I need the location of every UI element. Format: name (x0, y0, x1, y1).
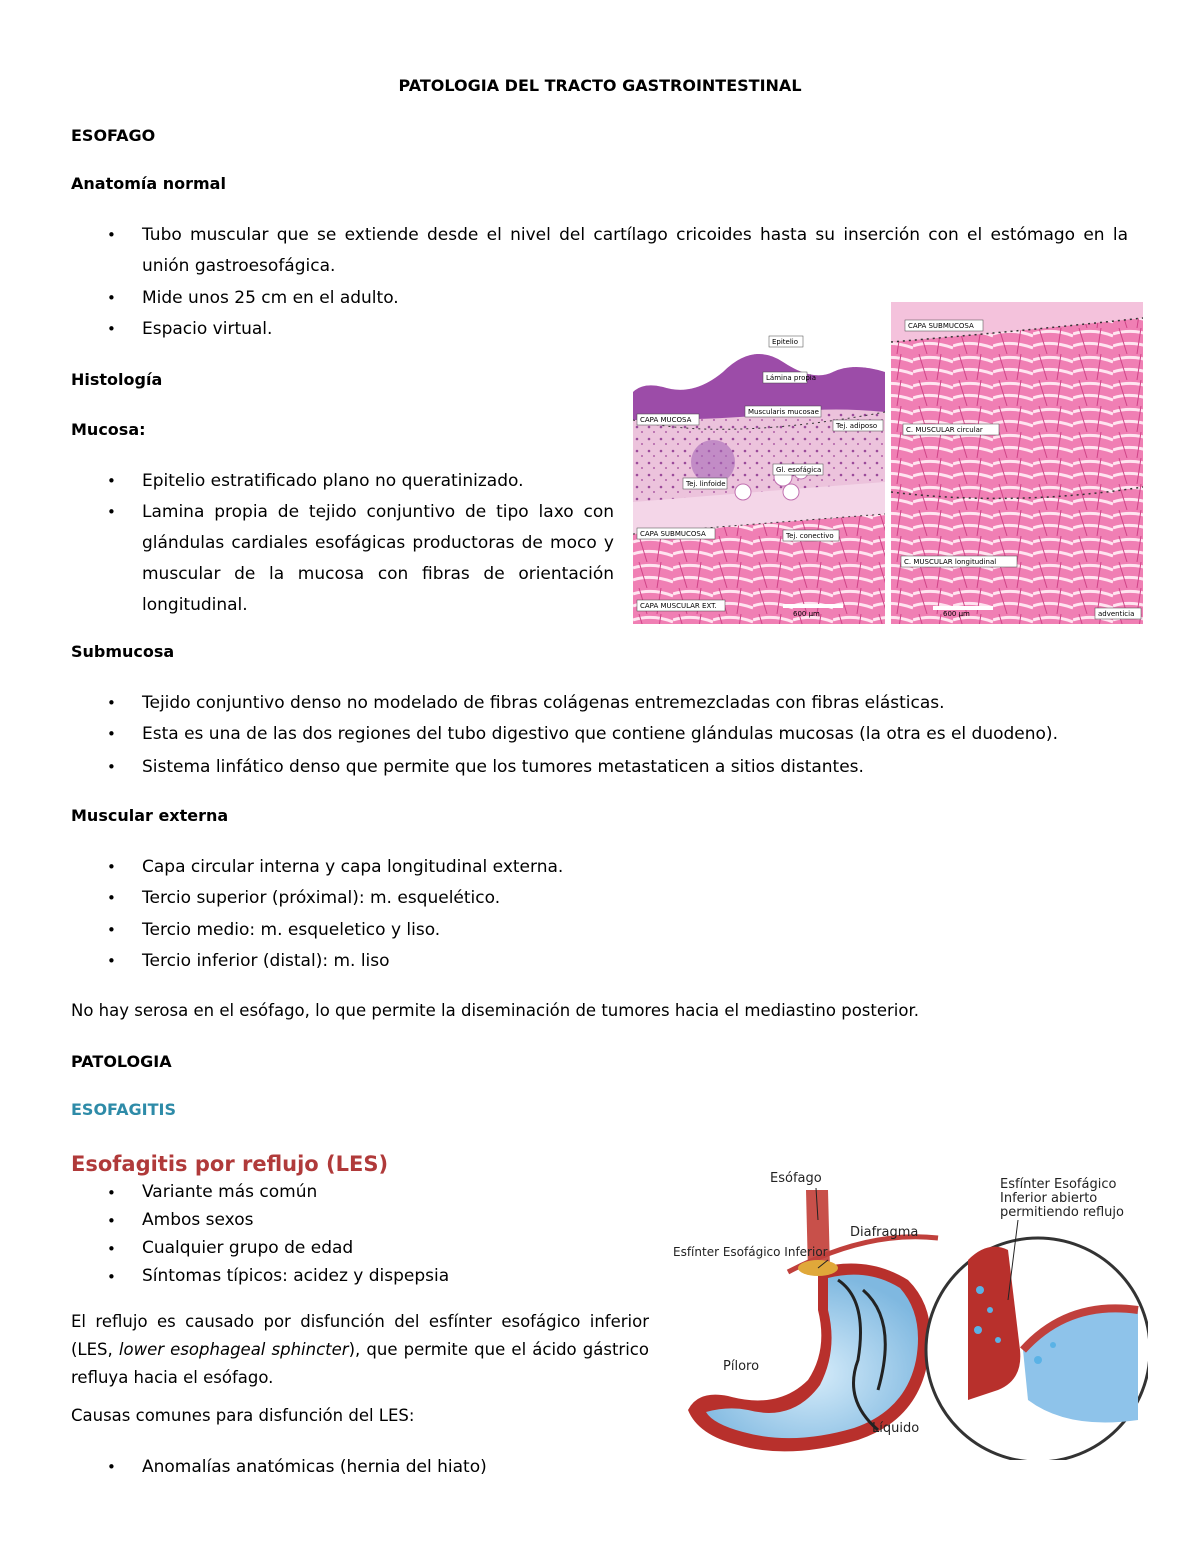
causas-item-1: Anomalías anatómicas (hernia del hiato) (142, 1457, 487, 1477)
bullet-icon: • (107, 289, 116, 307)
histology-panel-right (891, 302, 1143, 624)
bullet-icon: • (107, 1240, 116, 1258)
bullet-icon: • (107, 226, 116, 244)
subheading-histologia: Histología (71, 370, 163, 389)
bullet-icon: • (107, 921, 116, 939)
submucosa-item-3: Sistema linfático denso que permite que los tumores metastaticen a sitios distantes. (142, 757, 864, 777)
label-lamina-propia: Lámina propia (766, 374, 817, 382)
reflujo-paragraph (71, 1308, 649, 1392)
bullet-icon: • (107, 952, 116, 970)
label-piloro: Píloro (723, 1359, 760, 1374)
bullet-icon: • (107, 694, 116, 712)
causas-heading: Causas comunes para disfunción del LES: (71, 1406, 415, 1425)
bullet-icon: • (107, 1212, 116, 1230)
submucosa-item-2: Esta es una de las dos regiones del tubo digestivo que contiene glándulas mucosas (la otra es el duodeno). (142, 724, 1058, 744)
reflujo-item-4: Síntomas típicos: acidez y dispepsia (142, 1266, 450, 1286)
label-tej-conectivo: Tej. conectivo (786, 532, 834, 540)
muscular-item-3: Tercio medio: m. esqueletico y liso. (142, 920, 441, 940)
label-capa-muscular-ext: CAPA MUSCULAR EXT. (640, 602, 717, 610)
label-muscular-longitudinal: C. MUSCULAR longitudinal (904, 558, 997, 566)
label-gl-esofagica: Gl. esofágica (776, 466, 822, 474)
label-capa-submucosa-left: CAPA SUBMUCOSA (640, 530, 706, 538)
anatomia-item-2: Mide unos 25 cm en el adulto. (142, 288, 399, 308)
label-tej-linfoide: Tej. linfoide (686, 480, 726, 488)
bullet-icon: • (107, 472, 116, 490)
muscular-item-4: Tercio inferior (distal): m. liso (142, 951, 390, 971)
mucosa-item-2: Lamina propia de tejido conjuntivo de tipo laxo con glándulas cardiales esofágicas productoras de moco y muscular de la mucosa con fibras de orientación longitudinal. (142, 502, 614, 615)
label-capa-mucosa: CAPA MUCOSA (640, 416, 692, 424)
reflujo-paragraph-emphasis: lower esophageal sphincter (118, 1340, 349, 1359)
histology-panel-left (633, 302, 885, 624)
anatomia-item-3: Espacio virtual. (142, 319, 273, 339)
page-title: PATOLOGIA DEL TRACTO GASTROINTESTINAL (398, 76, 802, 95)
label-scale-right: 600 µm (943, 610, 970, 618)
label-epitelio: Epitelio (772, 338, 799, 346)
subheading-submucosa: Submucosa (71, 642, 175, 661)
bullet-icon: • (107, 1268, 116, 1286)
bullet-icon: • (107, 889, 116, 907)
label-diafragma: Diafragma (850, 1225, 919, 1240)
mucosa-item-1: Epitelio estratificado plano no queratinizado. (142, 471, 524, 491)
muscular-item-1: Capa circular interna y capa longitudinal externa. (142, 857, 564, 877)
subheading-mucosa: Mucosa: (71, 420, 146, 439)
label-adventicia: adventicia (1098, 610, 1135, 618)
bullet-icon: • (107, 503, 116, 521)
label-esofago: Esófago (770, 1171, 822, 1186)
reflujo-paragraph-part-1: El reflujo es causado por disfunción del esfínter esofágico inferior (LES, (71, 1312, 649, 1359)
bullet-icon: • (107, 1184, 116, 1202)
submucosa-item-1: Tejido conjuntivo denso no modelado de fibras colágenas entremezcladas con fibras elásticas. (142, 693, 945, 713)
muscular-item-2: Tercio superior (próximal): m. esquelético. (142, 888, 501, 908)
bullet-icon: • (107, 1458, 116, 1476)
label-tej-adiposo: Tej. adiposo (836, 422, 878, 430)
reflujo-item-3: Cualquier grupo de edad (142, 1238, 354, 1258)
bullet-icon: • (107, 320, 116, 338)
label-scale-left: 600 µm (793, 610, 820, 618)
label-muscular-circular: C. MUSCULAR circular (906, 426, 983, 434)
reflux-diagram (668, 1160, 1148, 1460)
section-heading-esofago: ESOFAGO (71, 126, 156, 145)
histology-figure (633, 302, 1143, 624)
subheading-muscular-externa: Muscular externa (71, 806, 229, 825)
subheading-anatomia: Anatomía normal (71, 174, 226, 193)
label-esfinter-abierto-2: Inferior abierto (1000, 1191, 1098, 1206)
label-liquido: Líquido (872, 1421, 920, 1436)
bullet-icon: • (107, 725, 116, 743)
label-esfinter: Esfínter Esofágico Inferior (673, 1245, 828, 1259)
anatomia-item-1: Tubo muscular que se extiende desde el nivel del cartílago cricoides hasta su inserción con el estómago en la unión gastroesofágica. (142, 225, 1128, 276)
serosa-note: No hay serosa en el esófago, lo que permite la diseminación de tumores hacia el mediastino posterior. (71, 1001, 919, 1020)
label-capa-submucosa-right: CAPA SUBMUCOSA (908, 322, 974, 330)
reflujo-paragraph-part-2: ), que permite que el ácido gástrico refluya hacia el esófago. (71, 1340, 649, 1387)
label-muscularis-mucosae: Muscularis mucosae (748, 408, 819, 416)
reflujo-item-2: Ambos sexos (142, 1210, 254, 1230)
label-esfinter-abierto-1: Esfínter Esofágico (1000, 1177, 1117, 1192)
subheading-esofagitis: ESOFAGITIS (71, 1100, 177, 1119)
section-heading-patologia: PATOLOGIA (71, 1052, 172, 1071)
bullet-icon: • (107, 758, 116, 776)
bullet-icon: • (107, 858, 116, 876)
heading-esofagitis-reflujo: Esofagitis por reflujo (LES) (71, 1152, 389, 1176)
reflujo-item-1: Variante más común (142, 1182, 318, 1202)
label-esfinter-abierto-3: permitiendo reflujo (1000, 1205, 1124, 1220)
